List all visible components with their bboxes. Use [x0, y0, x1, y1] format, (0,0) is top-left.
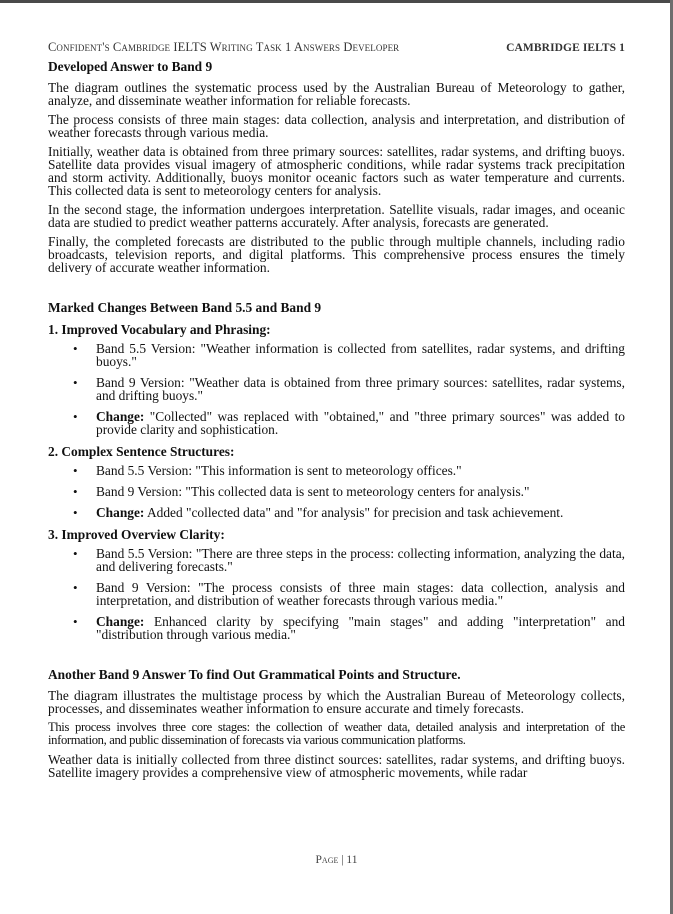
page-number: Page | 11 [315, 854, 358, 866]
developed-paragraph: The diagram outlines the systematic process used by the Australian Bureau of Meteorology to gather, analyze, and disseminate weather information for reliable forecasts. [48, 80, 625, 108]
band55-version: Band 5.5 Version: "Weather information is collected from satellites, radar systems, and drifting buoys." [96, 341, 625, 369]
change-label: Change: [96, 614, 145, 629]
list-item [48, 506, 625, 519]
change-group [48, 322, 625, 436]
bullet-icon: • [73, 505, 78, 520]
band9-version: Band 9 Version: "The process consists of three main stages: data collection, analysis and interpretation, and distribution of weather forecasts through various media." [96, 580, 625, 608]
bullet-icon: • [73, 614, 78, 629]
list-item [48, 464, 625, 477]
bullet-icon: • [73, 580, 78, 595]
change-description: Enhanced clarity by specifying "main stages" and adding "interpretation" and "distribution through various media." [96, 614, 625, 642]
list-item [48, 376, 625, 402]
another-paragraph: This process involves three core stages: the collection of weather data, detailed analysis and interpretation of the information, and public dissemination of forecasts via various communication platforms. [48, 720, 625, 747]
developed-paragraph: Finally, the completed forecasts are distributed to the public through multiple channels, including radio broadcasts, television reports, and digital platforms. This comprehensive process ensures the timely delivery of accurate weather information. [48, 234, 625, 275]
band55-version: Band 5.5 Version: "There are three steps in the process: collecting information, analyzing the data, and delivering forecasts." [96, 546, 625, 574]
list-item [48, 410, 625, 436]
document-page [48, 40, 625, 785]
change-bullet-list [48, 342, 625, 436]
developed-paragraph: Initially, weather data is obtained from three primary sources: satellites, radar systems, and drifting buoys. Satellite data provides visual imagery of atmospheric conditions, while radar systems track precipitation and storm activity. Additionally, buoys monitor oceanic factors such as water temperature and currents. This collected data is sent to meteorology centers for analysis. [48, 144, 625, 198]
list-item [48, 485, 625, 498]
change-description: "Collected" was replaced with "obtained," and "three primary sources" was added to provide clarity and sophistication. [96, 409, 625, 437]
list-item [48, 547, 625, 573]
bullet-icon: • [73, 341, 78, 356]
change-group [48, 444, 625, 519]
another-paragraph: Weather data is initially collected from three distinct sources: satellites, radar systems, and drifting buoys. Satellite imagery provides a comprehensive view of atmospheric movements, while radar [48, 752, 625, 780]
change-bullet-list [48, 547, 625, 641]
band55-version: Band 5.5 Version: "This information is sent to meteorology offices." [96, 463, 462, 478]
band9-version: Band 9 Version: "Weather data is obtained from three primary sources: satellites, radar systems, and drifting buoys." [96, 375, 625, 403]
change-group-heading: 1. Improved Vocabulary and Phrasing: [48, 322, 271, 337]
marked-changes-title: Marked Changes Between Band 5.5 and Band 9 [48, 300, 322, 315]
change-label: Change: [96, 505, 145, 520]
developed-paragraph: The process consists of three main stages: data collection, analysis and interpretation, and distribution of weather forecasts through various media. [48, 112, 625, 140]
page-header [48, 40, 625, 55]
change-group-heading: 3. Improved Overview Clarity: [48, 527, 225, 542]
bullet-icon: • [73, 484, 78, 499]
developed-answer-title: Developed Answer to Band 9 [48, 59, 213, 74]
bullet-icon: • [73, 375, 78, 390]
list-item [48, 342, 625, 368]
change-label: Change: [96, 409, 145, 424]
developed-paragraph: In the second stage, the information undergoes interpretation. Satellite visuals, radar images, and oceanic data are studied to predict weather patterns accurately. After analysis, forecasts are generated. [48, 202, 625, 230]
change-group-heading: 2. Complex Sentence Structures: [48, 444, 235, 459]
list-item [48, 615, 625, 641]
band9-version: Band 9 Version: "This collected data is sent to meteorology centers for analysis." [96, 484, 530, 499]
another-paragraph: The diagram illustrates the multistage process by which the Australian Bureau of Meteorology collects, processes, and disseminates weather information to ensure accurate and timely forecasts. [48, 688, 625, 716]
header-series-title: CAMBRIDGE IELTS 1 [506, 42, 625, 54]
change-bullet-list [48, 464, 625, 519]
header-book-title: Confident's Cambridge IELTS Writing Task 1 Answers Developer [48, 40, 400, 54]
window-top-border [0, 0, 673, 3]
bullet-icon: • [73, 463, 78, 478]
list-item [48, 581, 625, 607]
another-answer-title: Another Band 9 Answer To find Out Grammatical Points and Structure. [48, 667, 461, 682]
change-description: Added "collected data" and "for analysis" for precision and task achievement. [144, 505, 564, 520]
change-group [48, 527, 625, 641]
bullet-icon: • [73, 546, 78, 561]
bullet-icon: • [73, 409, 78, 424]
